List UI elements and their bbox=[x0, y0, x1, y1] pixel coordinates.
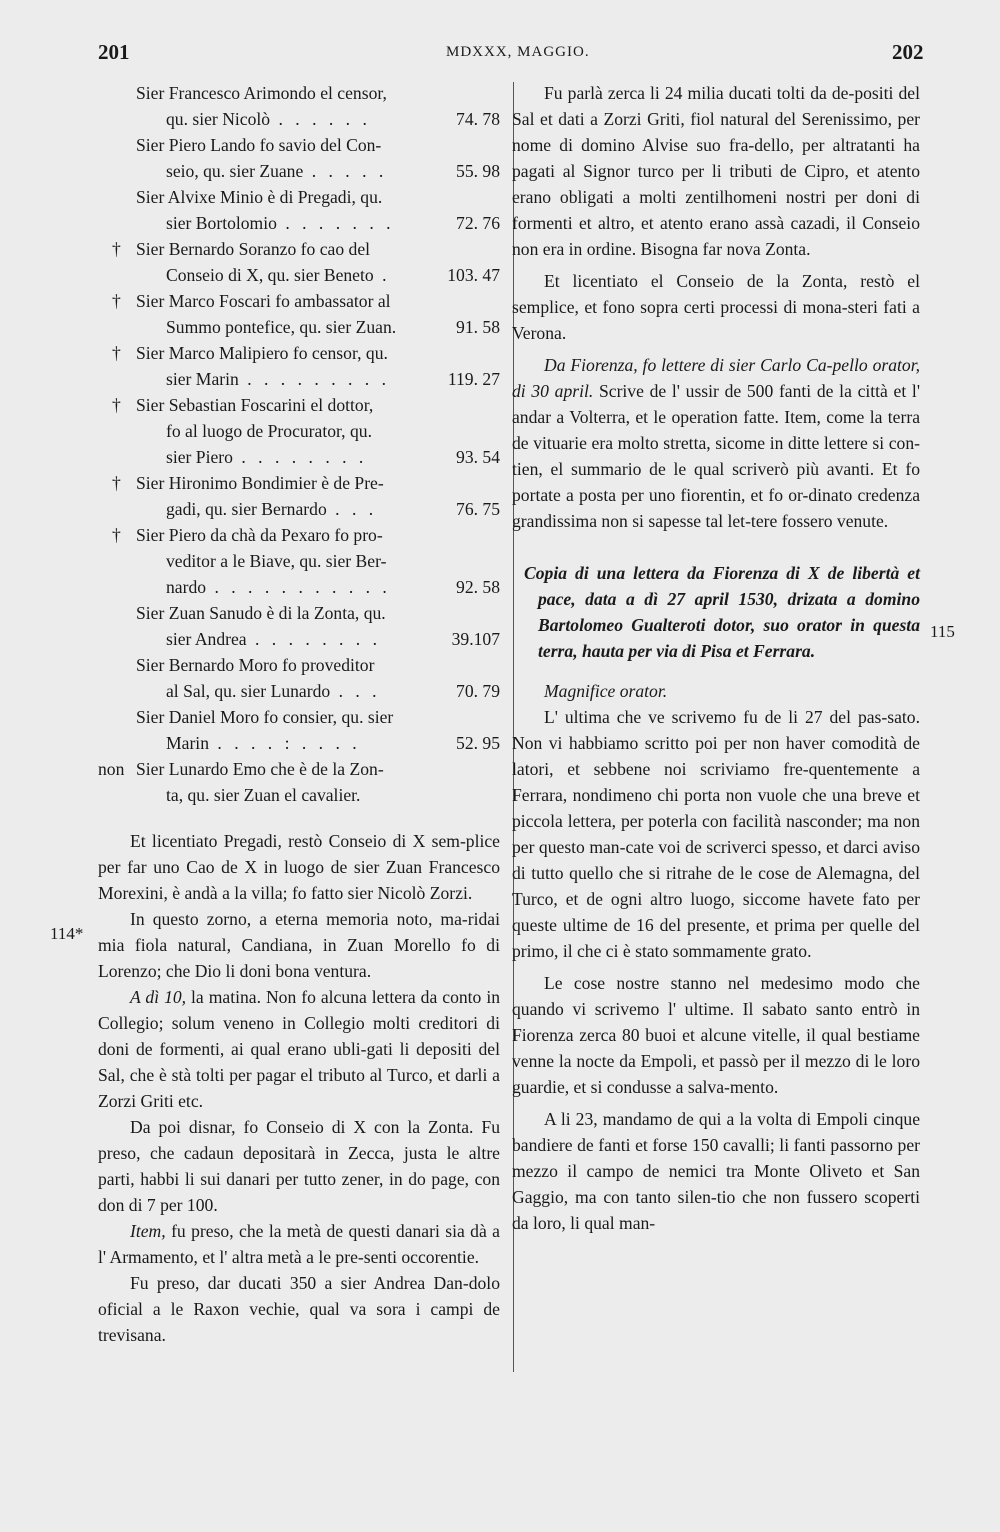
leader-dots: . bbox=[373, 265, 391, 285]
dagger-mark: † bbox=[112, 473, 121, 493]
entry-text: gadi, qu. sier Bernardo bbox=[166, 499, 327, 519]
entry-line bbox=[98, 210, 500, 236]
entry-line bbox=[98, 158, 500, 184]
vote-count: 74. 78 bbox=[456, 109, 500, 129]
entry-text: Marin bbox=[166, 733, 209, 753]
entry-text: Sier Bernardo Moro fo proveditor bbox=[136, 655, 375, 675]
entry-text: sier Piero bbox=[166, 447, 233, 467]
leader-dots: . . . . . . . . . bbox=[238, 369, 390, 389]
dagger-mark: † bbox=[112, 239, 121, 259]
margin-note-right: 115 bbox=[930, 622, 955, 641]
list-entry bbox=[98, 340, 500, 392]
paragraph-lead: Item, bbox=[130, 1221, 166, 1241]
paragraph-lead: A dì 10, bbox=[130, 987, 187, 1007]
vote-count: 72. 76 bbox=[456, 213, 500, 233]
entry-line bbox=[98, 184, 500, 210]
leader-dots: . . . . . . bbox=[270, 109, 371, 129]
entry-text: Sier Marco Foscari fo ambassator al bbox=[136, 291, 391, 311]
entry-line bbox=[98, 444, 500, 470]
entry-text: sier Andrea bbox=[166, 629, 247, 649]
left-column bbox=[98, 80, 500, 1348]
entry-line bbox=[98, 366, 500, 392]
leader-dots: . . . . . . . . . . . bbox=[206, 577, 391, 597]
entry-text: Sier Bernardo Soranzo fo cao del bbox=[136, 239, 371, 259]
letter-heading: Copia di una lettera da Fiorenza di X de libertà et pace, data a dì 27 april 1530, drizata a domino Bartolomeo Gualteroti dotor, suo orator in questa terra, hauta per via di Pisa et Ferrara. bbox=[524, 563, 920, 661]
dagger-mark: † bbox=[112, 395, 121, 415]
leader-dots: . . . . . . . bbox=[276, 213, 395, 233]
dagger-mark: † bbox=[112, 343, 121, 363]
entry-line bbox=[98, 106, 500, 132]
paragraph-text: A li 23, mandamo de qui a la volta di Empoli cinque bandiere de fanti et forse 150 cavalli; li fanti passorno per mezzo il campo de nemici tra Monte Oliveto et San Gaggio, ma con tanto silen-tio che non fussero scoperti da loro, li qual man- bbox=[512, 1109, 920, 1233]
entry-text: seio, qu. sier Zuane bbox=[166, 161, 304, 181]
leader-dots: . . . bbox=[326, 499, 378, 519]
list-entry bbox=[98, 522, 500, 600]
paragraph-text: Et licentiato el Conseio de la Zonta, restò el semplice, et fono sopra certi processi di mona-steri fati a Verona. bbox=[512, 271, 920, 343]
entry-text: nardo bbox=[166, 577, 207, 597]
paragraph bbox=[512, 704, 920, 964]
vote-count: 39.107 bbox=[451, 629, 500, 649]
entry-line bbox=[98, 522, 500, 548]
list-entry bbox=[98, 704, 500, 756]
list-entry bbox=[98, 132, 500, 184]
list-entry bbox=[98, 288, 500, 340]
paragraph-text: Da poi disnar, fo Conseio di X con la Zonta. Fu preso, che cadaun depositarà in Zecca, justa le altre parti, habbi li sui danari per tutto zener, in do page, con don di 7 per 100. bbox=[98, 1117, 500, 1215]
left-page-number: 201 bbox=[98, 40, 130, 64]
paragraph bbox=[98, 906, 500, 984]
vote-count: 55. 98 bbox=[456, 161, 500, 181]
entry-text: sier Marin bbox=[166, 369, 239, 389]
entry-text: ta, qu. sier Zuan el cavalier. bbox=[166, 785, 361, 805]
entry-line bbox=[98, 392, 500, 418]
entry-text: Conseio di X, qu. sier Beneto bbox=[166, 265, 374, 285]
paragraph-lead: Da Fiorenza, fo lettere di sier Carlo Ca-pello orator, di 30 april. bbox=[512, 355, 920, 401]
entry-text: fo al luogo de Procurator, qu. bbox=[166, 421, 372, 441]
entry-line bbox=[98, 782, 500, 808]
entry-line bbox=[98, 314, 500, 340]
entry-text: al Sal, qu. sier Lunardo bbox=[166, 681, 331, 701]
leader-dots: . . . . . bbox=[303, 161, 388, 181]
entry-line bbox=[98, 132, 500, 158]
paragraph-text: Fu parlà zerca li 24 milia ducati tolti da de-positi del Sal et dati a Zorzi Griti, fiol natural del Serenissimo, per nome di domino Alvise suo fra-dello, per altratanti ha pagati al Signor turco per li tributi de Cipro, et atento erano obligati a molti zentilhomeni nostri per doni di formenti et altro, et atento erano assà cazadi, il Conseio non era in ordine. Bisogna far nova Zonta. bbox=[512, 83, 920, 259]
vote-count: 103. 47 bbox=[447, 265, 500, 285]
paragraph bbox=[512, 352, 920, 534]
dagger-mark: † bbox=[112, 291, 121, 311]
dagger-mark: † bbox=[112, 525, 121, 545]
vote-count: 70. 79 bbox=[456, 681, 500, 701]
list-entry bbox=[98, 184, 500, 236]
leader-dots: . . . . : . . . . bbox=[209, 733, 361, 753]
entry-text: Summo pontefice, qu. sier Zuan. bbox=[166, 317, 397, 337]
entry-text: Sier Daniel Moro fo consier, qu. sier bbox=[136, 707, 394, 727]
paragraph bbox=[512, 80, 920, 262]
entry-text: Sier Francesco Arimondo el censor, bbox=[136, 83, 387, 103]
vote-count: 76. 75 bbox=[456, 499, 500, 519]
list-entry bbox=[98, 80, 500, 132]
right-column bbox=[512, 80, 920, 1242]
entry-text: Sier Lunardo Emo che è de la Zon- bbox=[136, 759, 384, 779]
letter-salutation: Magnifice orator. bbox=[544, 681, 668, 701]
entry-text: Sier Hironimo Bondimier è de Pre- bbox=[136, 473, 384, 493]
list-entry bbox=[98, 600, 500, 652]
paragraph bbox=[98, 828, 500, 906]
vote-count: 119. 27 bbox=[447, 369, 500, 389]
right-paragraphs-top bbox=[512, 80, 920, 534]
paragraph bbox=[512, 970, 920, 1100]
left-paragraphs bbox=[98, 828, 500, 1348]
vote-count: 92. 58 bbox=[456, 577, 500, 597]
entry-line bbox=[98, 340, 500, 366]
right-page-number: 202 bbox=[892, 40, 924, 64]
vote-count: 91. 58 bbox=[456, 317, 500, 337]
entry-line bbox=[98, 418, 500, 444]
paragraph-text: fu preso, che la metà de questi danari sia dà a l' Armamento, et l' altra metà a le pre-senti occorentie. bbox=[98, 1221, 500, 1267]
list-entry bbox=[98, 470, 500, 522]
list-entry bbox=[98, 756, 500, 808]
paragraph-text: Scrive de l' ussir de 500 fanti de la città et l' andar a Volterra, et le operation fatte. Item, come la terra de vituarie era molto stretta, sicome in ditte lettere si con-tien, el summario de le qual scriverò più avanti. Et fo portate a posta per uno fiorentin, et fo or-dinato credenza grandissima non si sapesse tal let-tere fossero venute. bbox=[512, 381, 920, 531]
entry-line bbox=[98, 652, 500, 678]
right-paragraphs-bottom bbox=[512, 704, 920, 1236]
election-list bbox=[98, 80, 500, 808]
paragraph-text: In questo zorno, a eterna memoria noto, ma-ridai mia fiola natural, Candiana, in Zuan Morello fo di Lorenzo; che Dio li doni bona ventura. bbox=[98, 909, 500, 981]
entry-text: Sier Sebastian Foscarini el dottor, bbox=[136, 395, 374, 415]
entry-text: sier Bortolomio bbox=[166, 213, 277, 233]
paragraph bbox=[98, 984, 500, 1114]
entry-line bbox=[98, 730, 500, 756]
entry-line bbox=[98, 288, 500, 314]
paragraph-text: L' ultima che ve scrivemo fu de li 27 del pas-sato. Non vi habbiamo scritto poi per non haver comodità de latori, et sebbene noi scriviamo fre-quentemente a Ferrara, nondimeno chi porta non vuole che una breve et piccola lettera, per poterla con facilità nasconder; ma non per questo man-cate voi de scriverci spesso, et darci aviso di tutto quello che si ritrahe de le cose de Alemagna, del Turco, et de ogni altro luogo, siccome havete fato per queste ultime de 16 del presente, et prima per quelle del primo, il che ci è stato sommamente grato. bbox=[512, 707, 920, 961]
entry-line bbox=[98, 548, 500, 574]
leader-dots: . . . . . . . . bbox=[232, 447, 368, 467]
entry-line bbox=[98, 470, 500, 496]
paragraph bbox=[98, 1114, 500, 1218]
margin-note-left: 114* bbox=[50, 924, 84, 943]
entry-line bbox=[98, 236, 500, 262]
paragraph-text: Fu preso, dar ducati 350 a sier Andrea Dan-dolo oficial a le Raxon vechie, qual va sora i campi de trevisana. bbox=[98, 1273, 500, 1345]
paragraph-text: Le cose nostre stanno nel medesimo modo che quando vi scrivemo l' ultime. Il sabato santo entrò in Fiorenza zerca 80 buoi et alcune vitelle, il qual bestiame venne la nocte da Empoli, et passò per il mezzo di le loro guardie, et si condusse a salva-mento. bbox=[512, 973, 920, 1097]
entry-line bbox=[98, 496, 500, 522]
entry-line bbox=[98, 600, 500, 626]
paragraph bbox=[512, 268, 920, 346]
entry-text: veditor a le Biave, qu. sier Ber- bbox=[166, 551, 387, 571]
paragraph bbox=[98, 1218, 500, 1270]
paragraph-text: Et licentiato Pregadi, restò Conseio di X sem-plice per far uno Cao de X in luogo de sier Zuan Francesco Morexini, è andà a la villa; fo fatto sier Nicolò Zorzi. bbox=[98, 831, 500, 903]
paragraph bbox=[512, 1106, 920, 1236]
entry-line bbox=[98, 626, 500, 652]
entry-text: Sier Piero Lando fo savio del Con- bbox=[136, 135, 382, 155]
running-title: MDXXX, MAGGIO. bbox=[446, 44, 590, 60]
entry-line bbox=[98, 80, 500, 106]
vote-count: 93. 54 bbox=[456, 447, 500, 467]
paragraph-text: la matina. Non fo alcuna lettera da conto in Collegio; solum veneno in Collegio molti creditori di doni de formenti, ai qual erano ubli-gati li depositi del Sal, che è stà tolti per pagar el tributo al Turco, et darli a Zorzi Griti etc. bbox=[98, 987, 501, 1111]
entry-line bbox=[98, 756, 500, 782]
list-entry bbox=[98, 652, 500, 704]
entry-line bbox=[98, 574, 500, 600]
entry-text: Sier Piero da chà da Pexaro fo pro- bbox=[136, 525, 383, 545]
leader-dots: . . . bbox=[330, 681, 381, 701]
paragraph bbox=[98, 1270, 500, 1348]
entry-text: qu. sier Nicolò bbox=[166, 109, 271, 129]
entry-line bbox=[98, 262, 500, 288]
entry-line bbox=[98, 678, 500, 704]
list-entry bbox=[98, 236, 500, 288]
entry-line bbox=[98, 704, 500, 730]
list-entry bbox=[98, 392, 500, 470]
leader-dots: . . . . . . . . bbox=[246, 629, 381, 649]
entry-text: Sier Zuan Sanudo è di la Zonta, qu. bbox=[136, 603, 386, 623]
non-mark: non bbox=[98, 759, 125, 779]
entry-text: Sier Alvixe Minio è di Pregadi, qu. bbox=[136, 187, 383, 207]
vote-count: 52. 95 bbox=[456, 733, 500, 753]
entry-text: Sier Marco Malipiero fo censor, qu. bbox=[136, 343, 388, 363]
